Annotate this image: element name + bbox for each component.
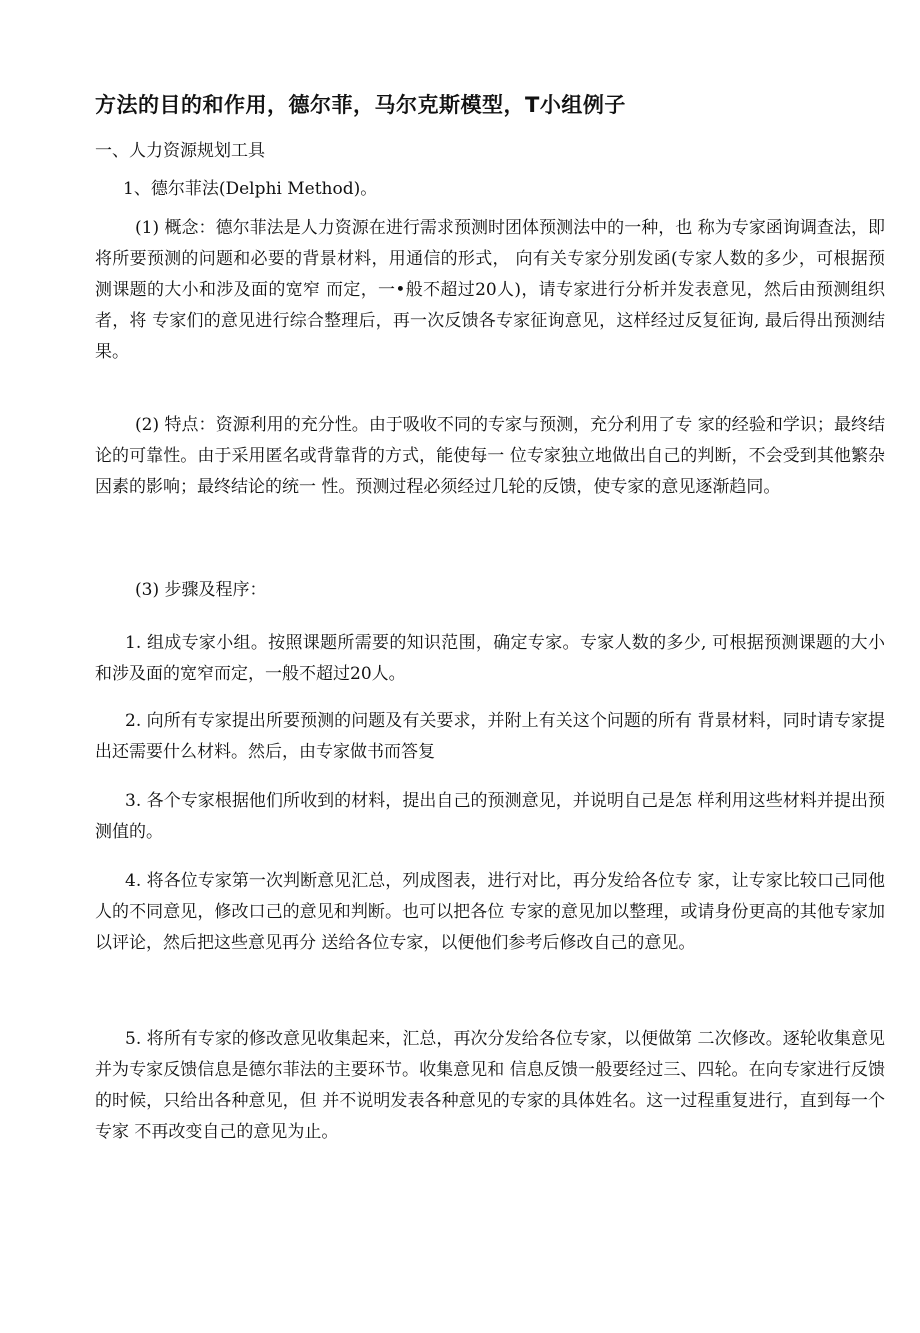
document-title: 方法的目的和作用，德尔菲，马尔克斯模型，T小组例子 [95,93,626,117]
subsection-heading: 1、德尔菲法(Delphi Method)。 [123,179,378,199]
section-heading: 一、人力资源规划工具 [95,141,265,161]
step-item: 3. 各个专家根据他们所收到的材料，提出自己的预测意见，并说明自己是怎 样利用这些材料并提出预测值的。 [95,791,885,842]
concept-paragraph: (1) 概念：德尔菲法是人力资源在进行需求预测时团体预测法中的一种，也 称为专家函询调查法，即将所要预测的问题和必要的背景材料，用通信的形式， 向有关专家分别发函(专家人数的多少，可根据预测课题的大小和涉及面的宽窄 而定，一•般不超过20人)，请专家进行分析并发表意见，然后由预测组织者，将 专家们的意见进行综合整理后，再一次反馈各专家征询意见，这样经过反复征询, 最后得出预测结果。 [95,218,885,362]
step-item: 5. 将所有专家的修改意见收集起来，汇总，再次分发给各位专家，以便做第 二次修改。逐轮收集意见并为专家反馈信息是德尔菲法的主要环节。收集意见和 信息反馈一般要经过三、四轮。在向专家进行反馈的时候，只给出各种意见，但 并不说明发表各种意见的专家的具体姓名。这一过程重复进行，直到每一个专家 不再改变自己的意见为止。 [95,1029,885,1142]
steps-heading: (3) 步骤及程序： [135,580,267,600]
step-item: 4. 将各位专家第一次判断意见汇总，列成图表，进行对比，再分发给各位专 家，让专家比较口己同他人的不同意见，修改口己的意见和判断。也可以把各位 专家的意见加以整理，或请身份更高的其他专家加以评论，然后把这些意见再分 送给各位专家，以便他们参考后修改自己的意见。 [95,871,885,953]
features-paragraph: (2) 特点：资源利用的充分性。由于吸收不同的专家与预测，充分利用了专 家的经验和学识；最终结论的可靠性。由于采用匿名或背靠背的方式，能使每一 位专家独立地做出自己的判断，不会受到其他繁杂因素的影响；最终结论的统一 性。预测过程必须经过几轮的反馈，使专家的意见逐渐趋同。 [95,415,885,497]
step-item: 1. 组成专家小组。按照课题所需要的知识范围，确定专家。专家人数的多少, 可根据预测课题的大小和涉及面的宽窄而定，一般不超过20人。 [95,633,885,684]
step-item: 2. 向所有专家提出所要预测的问题及有关要求，并附上有关这个问题的所有 背景材料，同时请专家提出还需要什么材料。然后，由专家做书而答复 [95,711,885,762]
